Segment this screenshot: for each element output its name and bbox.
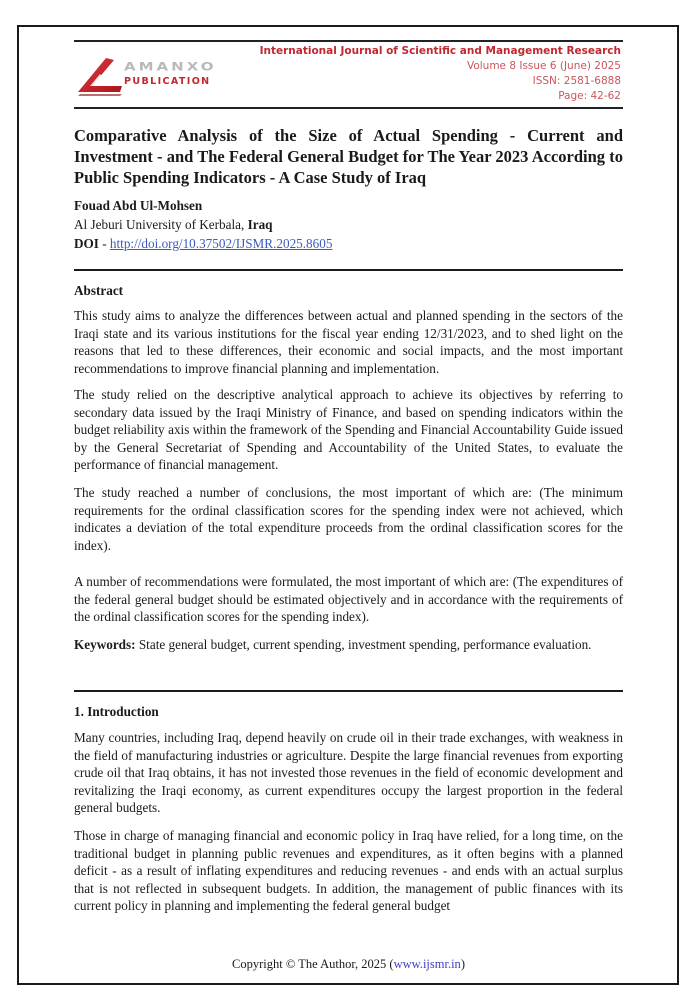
introduction-paragraph-2: Those in charge of managing financial and economic policy in Iraq have relied, for a long time, on the traditional budget in planning public revenues and expenditures, as it often begins with a planned deficit - as a result of inflating expenditures and reducing revenues - and ends with an actual surplus that is not reflected in subsequent budgets. In addition, the management of public finances with its current policy in planning and implementing the federal general budget [74, 828, 623, 914]
abstract-paragraph-3: The study reached a number of conclusions, the most important of which are: (The minimum requirements for the ordinal classification scores for the spending index were not achieved, which indicates a deviation of the total expenditure proceeds from the ordinal classification scores for the index). [74, 485, 623, 553]
journal-info [260, 44, 621, 104]
copyright-text: Copyright © The Author, 2025 ( [232, 957, 394, 971]
logo-subtitle: PUBLICATION [124, 76, 211, 87]
abstract-heading: Abstract [74, 283, 124, 298]
introduction-paragraph-1: Many countries, including Iraq, depend heavily on crude oil in their trade exchanges, with weakness in the field of manufacturing industries or agriculture. Despite the large financial revenues from exporting crude oil that Iraq obtains, it has not invested those revenues in the field of economic development and revitalizing the Iraqi economy, as current expenditures occupy the largest proportion in the federal general budgets. [74, 730, 623, 816]
author-name: Fouad Abd Ul-Mohsen [74, 198, 203, 213]
copyright-footer [0, 957, 697, 972]
introduction-heading: 1. Introduction [74, 704, 159, 719]
issn: ISSN: 2581-6888 [532, 75, 621, 87]
volume-issue: Volume 8 Issue 6 (June) 2025 [466, 60, 621, 72]
journal-site-link[interactable]: www.ijsmr.in [393, 957, 461, 971]
author-block [74, 196, 623, 253]
doi-label: DOI [74, 236, 99, 251]
keywords [74, 636, 623, 654]
logo-wordmark: AMANXO [124, 60, 217, 74]
abstract-paragraph-2: The study relied on the descriptive analytical approach to achieve its objectives by referring to secondary data issued by the Iraqi Ministry of Finance, and based on spending indicators within the budget reliability axis within the framework of the Spending and Financial Accountability Guide issued by the General Secretariat of Spending and Accountability of the United States, to evaluate the performance of financial management. [74, 387, 623, 473]
doi-separator: - [98, 236, 110, 251]
doi-link[interactable]: http://doi.org/10.37502/IJSMR.2025.8605 [109, 236, 333, 251]
journal-name: International Journal of Scientific and Management Research [259, 45, 621, 57]
header-rule-top [74, 40, 623, 42]
introduction-divider [74, 690, 623, 692]
publisher-logo [76, 56, 266, 96]
affiliation-institution: Al Jeburi University of Kerbala, [74, 217, 248, 232]
affiliation [74, 215, 623, 234]
keywords-label: Keywords: [74, 637, 136, 652]
header-rule-bottom [74, 107, 623, 109]
keywords-list: State general budget, current spending, investment spending, performance evaluation. [135, 637, 592, 652]
article-title: Comparative Analysis of the Size of Actual Spending - Current and Investment - and The Federal General Budget for The Year 2023 According to Public Spending Indicators - A Case Study of Iraq [74, 126, 623, 187]
copyright-close: ) [460, 957, 465, 971]
abstract-divider [74, 269, 623, 271]
amanxo-logo-icon [76, 56, 124, 96]
affiliation-country: Iraq [247, 217, 273, 232]
abstract-paragraph-4: A number of recommendations were formulated, the most important of which are: (The expenditures of the federal general budget should be estimated objectively and in accordance with the requirements of the ordinal classification scores for the spending index). [74, 574, 623, 625]
abstract-paragraph-1: This study aims to analyze the differences between actual and planned spending in the sectors of the Iraqi state and its various institutions for the fiscal year ending 12/31/2023, and to shed light on the reasons that led to these differences, their economic and social impacts, and the most important recommendations to improve financial planning and implementation. [74, 308, 623, 376]
doi-line [74, 234, 623, 253]
page-range: Page: 42-62 [558, 90, 621, 102]
